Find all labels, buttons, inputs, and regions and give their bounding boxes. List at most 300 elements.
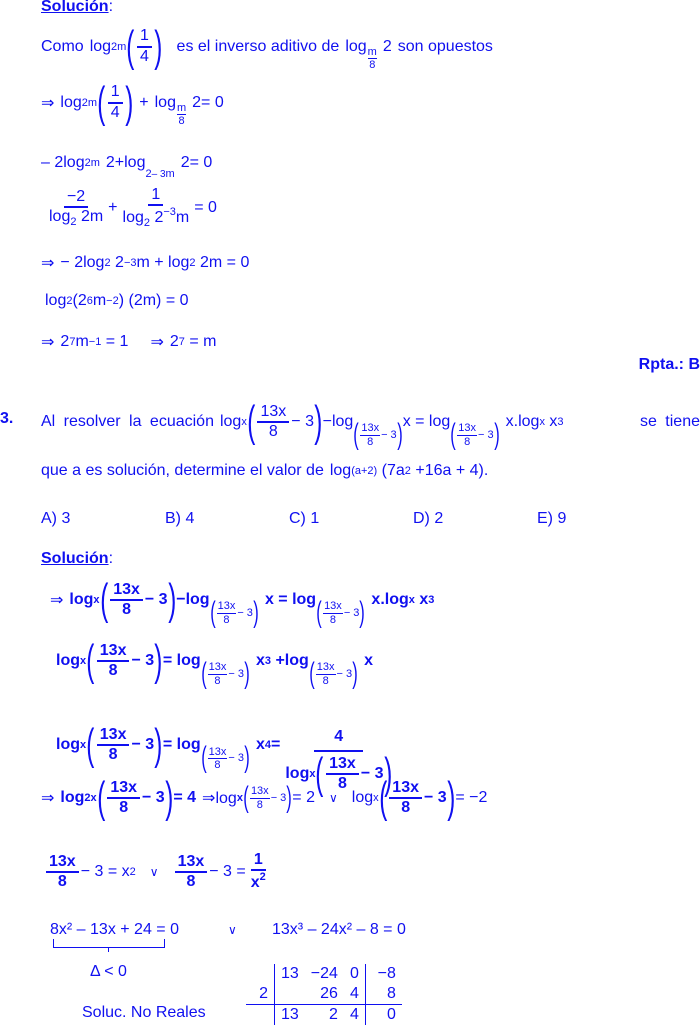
fraction [457,422,477,447]
t: − 3 [360,765,384,783]
den: 4 [139,47,149,65]
sub: x [539,416,545,428]
t: − 3 [131,652,155,669]
fraction [110,581,143,620]
exp: 3 [264,655,271,667]
t: − 3 [144,591,168,608]
t: = m [189,333,217,350]
plus: + [108,199,118,217]
question-statement [41,394,700,450]
cell: 13 [275,1005,305,1026]
t: = [271,736,281,754]
sub: x [309,768,316,781]
paren: ( [353,418,360,451]
t: x.log [505,413,540,430]
implies-icon: ⇒ [50,592,64,609]
exp: 7 [69,336,76,348]
paren: ( [243,781,249,814]
t: = [236,862,246,880]
fraction [316,661,336,686]
paren: ) [165,773,174,822]
base [353,420,402,450]
log: log [285,765,310,783]
paren: ) [154,21,163,71]
paren: ) [396,418,403,451]
t: que a es solución, determine el valor de [41,462,324,479]
exp: −2 [106,295,119,307]
eq: = 0 [201,93,224,111]
t: 8x² – 13x + 24 = 0 [50,921,179,938]
log: −log [322,413,354,430]
or-symbol [228,923,237,937]
paren: ) [253,596,259,629]
num: 13x [208,745,227,758]
quadratic-equation [50,921,179,939]
sub: x [90,792,97,804]
paren: ( [316,596,322,629]
sub: 2 [189,257,196,269]
num: m [176,102,187,114]
fraction [208,746,228,771]
table-row [246,964,402,984]
t: se tiene [639,413,700,430]
implies-icon: ⇒ [41,334,55,351]
num: 13x [326,755,359,775]
den: 8 [223,613,230,626]
fraction [46,853,79,892]
num: 13x [208,661,227,674]
no-real-solutions-note [82,1004,206,1022]
base [309,659,358,689]
or: ∨ [228,923,237,937]
t: = log [162,736,201,754]
arg: 2 [382,37,392,55]
num: 13x [257,403,289,423]
sol3-line-2 [56,633,373,689]
exp: 7 [178,336,185,348]
t: Al resolver la ecuación [41,413,214,430]
table-row [246,1005,402,1026]
paren: ) [154,720,163,770]
t: − 3 [270,792,287,804]
line-step-2 [41,146,212,180]
sub: (a+2) [351,465,378,477]
cell: 8 [365,984,402,1005]
log: log [60,93,82,111]
table-row [246,984,402,1005]
t: x [364,652,374,669]
num: 13x [324,600,342,613]
paren: ( [309,657,315,690]
t: x [549,413,558,430]
t: 2 [169,333,179,350]
den: 8 [268,423,278,440]
option-d[interactable]: D) 2 [413,510,444,527]
sub: x [93,594,100,606]
t: − 3 [343,607,360,619]
b: x [250,874,260,892]
paren: ( [315,749,324,799]
implies-icon: ⇒ [41,790,55,807]
plus: + [114,154,125,171]
den: 8 [214,758,221,771]
fraction [360,422,380,447]
implies-icon: ⇒ [41,255,55,272]
den: 8 [178,115,185,128]
base [201,743,250,773]
sub: 2 [66,295,73,307]
sub: x [80,655,87,667]
fraction [97,726,130,765]
paren: ) [493,418,500,451]
fraction [97,642,130,681]
t: − 3 [478,429,494,441]
base [145,168,174,180]
t: x = log [402,413,451,430]
t: − 3 [131,736,155,754]
den: 8 [338,775,347,793]
paren: ( [247,397,256,446]
exp: 2 [84,792,91,804]
num: 4 [314,728,363,752]
solution-label: Solución [41,550,109,567]
paren: ( [200,657,207,690]
sub: x [408,594,415,606]
den: 4 [110,103,120,121]
num: 13x [217,600,236,613]
t: − 3 [291,413,314,430]
exp: 3 [557,416,564,428]
line-implies-1 [41,78,224,127]
fraction [120,186,193,230]
log: −log [176,591,210,608]
t: = 1 [105,333,129,350]
t: log [45,292,67,309]
paren: ) [359,596,366,629]
t: − 3 [381,429,397,441]
num: 13x [458,422,477,435]
den: 8 [119,799,129,816]
num: −2 [64,188,88,208]
t: − 3 [209,862,232,880]
t: m + log [136,254,190,271]
num: 1 [137,27,152,47]
cell: 0 [365,1005,402,1026]
sub: x [80,739,87,752]
paren: ) [314,397,323,446]
cell: 26 [320,985,338,1002]
b: m [175,209,190,227]
fraction [389,779,422,818]
or: ∨ [328,791,338,805]
text: son opuestos [397,37,493,55]
t: 2m = 0 [199,254,250,271]
plus: + [139,93,149,111]
cell: 2 [259,985,268,1002]
log: log [329,462,352,479]
log: log [122,209,144,227]
cell: 13 [275,964,305,984]
fraction [46,188,106,229]
base-fraction [177,102,186,127]
t: = log [162,652,201,669]
t: ) (2m) = 0 [118,292,189,309]
t: m [75,333,89,350]
t: − 3 [80,862,104,880]
sol3-line-5 [44,851,271,893]
line-como [41,22,493,71]
num: 13x [175,853,208,873]
solution-heading-2 [41,550,113,568]
paren: ( [450,418,457,451]
sub: x [241,416,247,428]
den [120,206,193,230]
arg: 2 [180,154,190,171]
log: log [219,413,242,430]
num: 3. [0,410,14,427]
sol3-line-1 [50,572,434,628]
log: log [49,207,71,225]
paren: ) [154,636,163,685]
paren: ( [209,596,216,629]
sub: 2m [111,40,127,53]
fraction [175,853,208,892]
num: 1 [251,851,266,871]
den: 8 [464,435,471,448]
base [450,420,499,450]
question-number [0,410,13,428]
paren: ( [99,575,108,624]
paren: ( [200,741,207,775]
text: es el inverso aditivo de [176,37,340,55]
paren: ( [97,77,106,127]
arg: 2 [192,93,202,111]
paren: ) [244,741,250,775]
arg: 2 [105,154,115,171]
den: 8 [186,872,196,890]
num: 13x [107,779,140,799]
t: − 3 [228,668,244,680]
paren: ) [352,657,358,690]
paren: ( [86,636,95,685]
t: x [255,652,265,669]
sub: 2 [104,257,111,269]
t: = 4 [173,789,197,806]
num: 13x [316,661,335,674]
t: Soluc. No Reales [82,1004,206,1021]
eq: = 0 [189,154,213,171]
log: log [351,789,374,806]
sub: 2 [143,217,150,230]
t: +16a + 4). [415,462,489,479]
colon: : [108,550,114,567]
underbrace [53,939,165,948]
text: Como [41,37,84,55]
num: 13x [361,422,380,435]
exp: – 3 [151,168,166,180]
t: − 3 [228,752,244,765]
cell: 2 [305,1005,344,1026]
fraction [250,785,270,810]
base [316,598,365,628]
base-fraction [368,46,377,71]
num: 13x [389,779,422,799]
or: ∨ [149,864,159,879]
line-step-5 [45,292,189,310]
exp: 2 [259,871,266,884]
den: 8 [256,798,263,811]
fraction [323,600,343,625]
fraction [107,779,140,818]
den: 8 [329,613,336,626]
fraction [217,600,237,625]
num: 13x [97,726,130,746]
t: − 3 [336,668,353,680]
t: 2 [60,333,70,350]
cell: −8 [365,964,402,984]
fraction [248,851,269,893]
solution-label: Solución [41,0,109,15]
underbrace-tick [108,947,109,952]
solution-heading [41,0,113,16]
base [201,659,250,689]
exp: −3 [123,257,137,269]
paren: ) [167,575,176,624]
cell: 4 [344,1005,365,1026]
option-a[interactable]: A) 3 [41,510,71,527]
den: 8 [214,674,221,687]
paren: ) [244,657,250,690]
log: log [56,652,80,669]
sub: 2m [81,96,98,109]
line-step-4 [41,253,249,273]
t: +log [275,652,309,669]
num: 1 [148,186,163,206]
line-step-6 [41,332,216,352]
implies-icon: ⇒ [41,94,55,112]
t: ⇒log [202,790,237,807]
den: 8 [122,601,131,618]
num: 1 [108,83,123,103]
sub: x [373,792,379,804]
paren: ) [124,77,133,127]
sub: x [236,792,243,804]
t: − 3 [424,789,447,806]
num: m [367,46,377,58]
t: x = log [264,591,317,608]
t: x.log [371,591,409,608]
option-c[interactable]: C) 1 [289,510,320,527]
fraction [257,403,289,442]
t: − 3 [142,789,165,806]
den: 8 [108,746,118,764]
t: x [419,591,429,608]
colon: : [108,0,114,15]
b: 2 [115,254,124,271]
fraction [208,661,228,686]
t: x [255,736,265,754]
t: m [92,292,107,309]
line-step-3 [44,186,217,230]
exp: 3 [428,594,435,606]
paren: ) [383,749,392,799]
exp: 4 [264,739,271,752]
cell: −24 [310,965,338,982]
log: log [154,93,176,111]
option-e[interactable]: E) 9 [537,510,567,527]
t: = x [107,862,130,880]
option-b[interactable]: B) 4 [165,510,195,527]
num: 13x [46,853,79,873]
t: (2 [72,292,87,309]
exp: 6 [86,295,93,307]
num: 13x [97,642,130,662]
num: 13x [250,785,269,798]
base [210,598,259,628]
b: m [165,168,175,180]
t: = 2 [292,789,315,806]
fraction [108,83,123,122]
t: − 3 [237,607,253,619]
fraction [137,27,152,66]
paren: ( [96,773,106,822]
log: log [124,154,146,171]
exp: 2 [404,465,411,477]
paren: ( [126,21,135,71]
den [46,208,106,229]
log: log [60,789,85,806]
num: 13x [110,581,143,601]
cubic-equation [272,921,406,939]
paren: ( [378,773,387,822]
log: log [56,736,80,754]
arg: 2m [80,207,104,225]
den [248,871,269,892]
den: 8 [369,59,376,72]
cell: 0 [349,965,359,982]
sol3-line-4 [41,773,488,822]
den: 8 [322,674,329,687]
exp: 2 [129,865,136,878]
paren: ( [86,720,95,770]
sub: 2 [70,215,77,228]
ruffini-table [246,964,402,1025]
log: log [89,37,112,55]
exp: −1 [88,336,102,348]
den: 8 [367,435,374,448]
b: 2 [145,168,152,180]
den: 8 [57,872,67,890]
text: – 2log [41,154,85,171]
paren: ) [286,781,293,814]
answer-label [639,356,700,374]
den: 8 [108,662,118,679]
log: log [69,591,94,608]
b: 2 [154,209,164,227]
den: 8 [401,799,411,816]
t: (7a [381,462,405,479]
discriminant-note [90,963,127,981]
log: log [345,37,367,55]
exp: −3 [163,206,176,219]
cell: 4 [349,985,359,1002]
question-line-2 [41,462,488,480]
t: − 2log [60,254,105,271]
cell [246,1005,275,1026]
cell [275,984,305,1005]
eq: = 0 [194,199,217,217]
t: = −2 [455,789,488,806]
